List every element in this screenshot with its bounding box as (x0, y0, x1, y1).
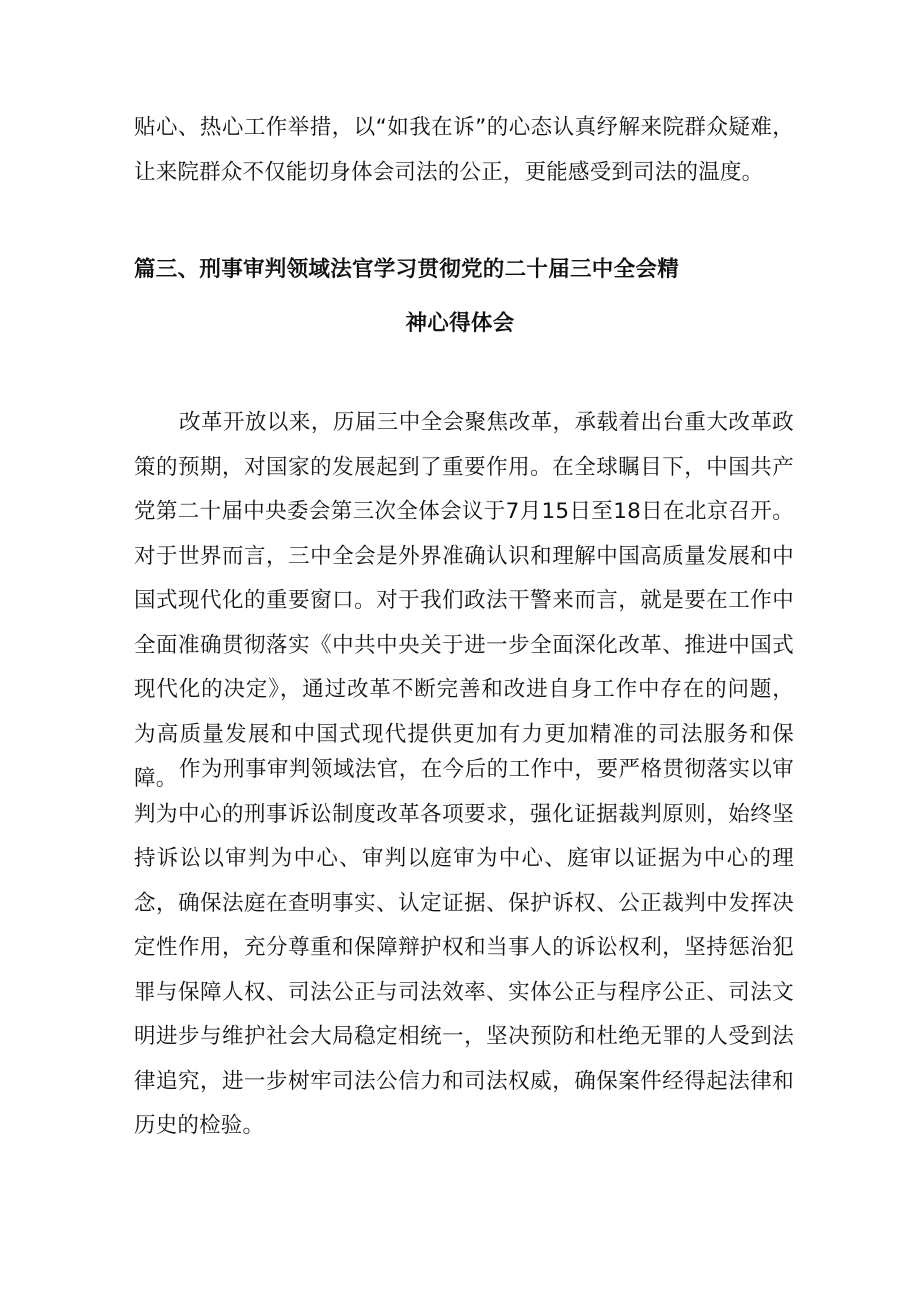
body-paragraph-2: 作为刑事审判领域法官，在今后的工作中，要严格贯彻落实以审判为中心的刑事诉讼制度改革各项要求，强化证据裁判原则，始终坚持诉讼以审判为中心、审判以庭审为中心、庭审以证据为中心的理念，确保法庭在查明事实、认定证据、保护诉权、公正裁判中发挥决定性作用，充分尊重和保障辩护权和当事人的诉讼权利，坚持惩治犯罪与保障人权、司法公正与司法效率、实体公正与程序公正、司法文明进步与维护社会大局稳定相统一，坚决预防和杜绝无罪的人受到法律追究，进一步树牢司法公信力和司法权威，确保案件经得起法律和历史的检验。 (134, 757, 794, 1138)
body-paragraph-1: 改革开放以来，历届三中全会聚焦改革，承载着出台重大改革政策的预期，对国家的发展起到了重要作用。在全球瞩目下，中国共产党第二十届中央委会第三次全体会议于7月15日至18日在北京召开。对于世界而言，三中全会是外界准确认识和理解中国高质量发展和中国式现代化的重要窗口。对于我们政法干警来而言，就是要在工作中全面准确贯彻落实《中共中央关于进一步全面深化改革、推进中国式现代化的决定》，通过改革不断完善和改进自身工作中存在的问题，为高质量发展和中国式现代提供更加有力更加精准的司法服务和保障。 (134, 410, 794, 791)
section-title-line-1: 篇三、刑事审判领域法官学习贯彻党的二十届三中全会精 (134, 257, 680, 282)
section-title-line-2: 神心得体会 (405, 311, 515, 336)
continuation-paragraph: 贴心、热心工作举措，以“如我在诉”的心态认真纾解来院群众疑难，让来院群众不仅能切身体会司法的公正，更能感受到司法的温度。 (134, 115, 794, 185)
